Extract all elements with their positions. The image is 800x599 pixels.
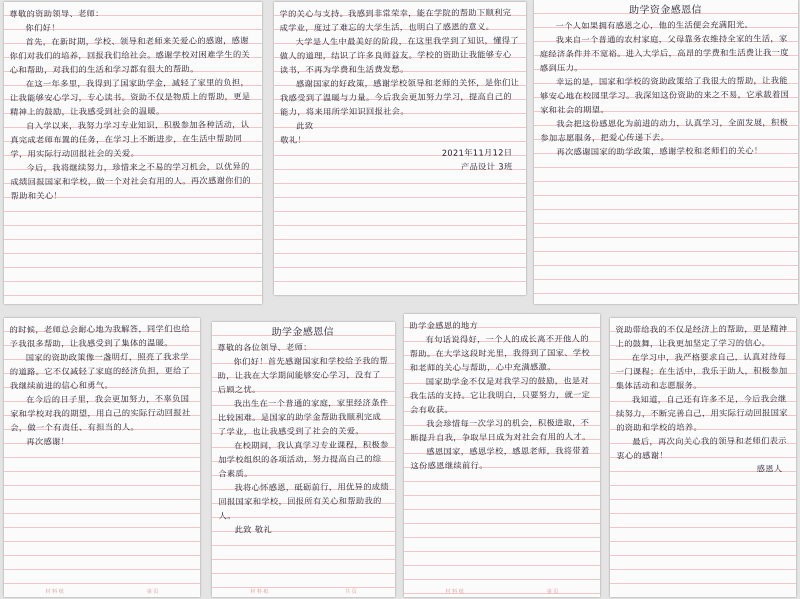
paragraph: 今后，我将继续努力，珍惜来之不易的学习机会，以优异的成绩回报国家和学校，做一个对社会有用的人。再次感谢你们的帮助和关心！: [10, 161, 252, 201]
paragraph: 在今后的日子里，我会更加努力，不辜负国家和学校对我的期望，用自己的实际行动回报社会，做一个有责任、有担当的人。: [10, 393, 191, 433]
paragraph: 的时候，老师总会耐心地为我解答，同学们也给予我很多帮助，让我感受到了集体的温暖。: [9, 323, 190, 349]
letter-text: [615, 321, 790, 476]
closing: 此致 敬礼: [234, 524, 273, 535]
paragraph: 一个人如果拥有感恩之心，他的生活便会充满阳光。: [555, 19, 754, 31]
letter-signature: 产品设计 3班: [460, 161, 513, 172]
paragraph: 最后，再次向关心我的领导和老师们表示衷心的感谢！: [616, 435, 787, 461]
letter-sheet-2: [274, 2, 526, 295]
paragraph: 感恩国家，感恩学校，感恩老师，我将带着这份感恩继续前行。: [410, 445, 590, 471]
paragraph: 我会把这份感恩化为前进的动力，认真学习，全面发展，积极参加志愿服务，把爱心传递下去。: [540, 117, 789, 143]
paragraph: 我将心怀感恩，砥砺前行，用优异的成绩回报国家和学校，回报所有关心和帮助我的人。: [218, 481, 390, 521]
paragraph: 我出生在一个普通的家庭，家里经济条件比较困难。是国家的助学金帮助我顺利完成了学业，也让我感受到了社会的关爱。: [217, 397, 389, 437]
salutation: 尊敬的各位领导、老师：: [217, 341, 312, 353]
letter-text: [217, 325, 389, 536]
paragraph: 国家助学金不仅是对我学习的鼓励，也是对我生活的支持。它让我明白，只要努力，就一定会有收获。: [409, 375, 591, 415]
letter-sheet-5: [212, 322, 395, 597]
letter-title: 助学金感恩信: [271, 326, 335, 339]
paragraph: 在学习中，我严格要求自己，认真对待每一门课程；在生活中，我乐于助人，积极参加集体活动和志愿服务。: [615, 351, 788, 391]
letter-text: [409, 317, 594, 472]
letter-signature: 感恩人: [756, 463, 783, 474]
paragraph: 首先，在新时期，学校、领导和老师来关爱心的感谢，感谢你们对我们的培养，回报我们给社会。感谢学校对困难学生的关心和帮助，对我们的生活和学习都有很大的帮助。: [9, 35, 251, 75]
greeting: 你们好！: [25, 22, 60, 33]
paragraph: 自入学以来，我努力学习专业知识，积极参加各种活动，认真完成老师布置的任务，在学习上不断进步，在生活中帮助同学，用实际行动回报社会的关爱。: [10, 119, 250, 159]
letter-text: [9, 5, 256, 203]
footer-mark: 材 料 纸: [250, 589, 269, 595]
paragraph: 我会珍惜每一次学习的机会，积极进取，不断提升自我，争取早日成为对社会有用的人才。: [410, 417, 591, 443]
footer-mark: 第 页: [546, 589, 559, 595]
footer-mark: 材 料 纸: [445, 589, 464, 595]
paragraph: 幸运的是，国家和学校的资助政策给了我很大的帮助，让我能够安心地在校园里学习。我深知这份资助的来之不易，它承载着国家和社会的期望。: [540, 75, 790, 115]
letter-sheet-7: [610, 318, 796, 597]
paragraph: 国家的资助政策像一盏明灯，照亮了我求学的道路。它不仅减轻了家庭的经济负担，更给了我继续前进的信心和勇气。: [9, 351, 191, 391]
closing-salute: 敬礼！: [280, 134, 307, 145]
paragraph: 感谢国家的好政策，感谢学校领导和老师的关怀，是你们让我感受到了温暖与力量。今后我会更加努力学习，提高自己的能力，将来用所学知识回报社会。: [280, 77, 520, 117]
letter-text: [279, 5, 520, 175]
paragraph: 你们好！首先感谢国家和学校给予我的帮助，让我在大学期间能够安心学习，没有了后顾之忧。: [217, 355, 389, 395]
closing: 此致: [296, 120, 314, 131]
sheet-footer: [212, 588, 395, 595]
letter-sheet-1: [4, 2, 262, 304]
letter-sheet-3: [534, 0, 798, 304]
salutation: 尊敬的资助领导、老师：: [9, 8, 104, 19]
letter-text: [10, 321, 195, 448]
footer-mark: 共 页: [345, 589, 357, 595]
letter-sheet-6: [404, 314, 600, 597]
paragraph: 在校期间，我认真学习专业课程，积极参加学校组织的各项活动，努力提高自己的综合素质。: [218, 439, 389, 479]
sheet-footer: [404, 588, 600, 595]
letter-date: 2021年11月12日: [441, 147, 513, 158]
letter-sheet-4: [4, 318, 200, 597]
paragraph: 大学是人生中最美好的阶段，在这里我学到了知识，懂得了做人的道理，结识了许多良师益友。学校的资助让我能够专心读书，不再为学费和生活费发愁。: [279, 35, 519, 75]
paragraph: 我来自一个普通的农村家庭，父母靠务农维持全家的生活，家庭经济条件并不宽裕。进入大学后，高昂的学费和生活费让我一度感到压力。: [539, 33, 789, 73]
paragraph: 在这一年多里，我得到了国家助学金，减轻了家里的负担，让我能够安心学习，专心读书。资助不仅是物质上的帮助，更是精神上的鼓励，让我感受到社会的温暖。: [9, 77, 251, 117]
paragraph: 有句话说得好，一个人的成长离不开他人的帮助。在大学这段时光里，我得到了国家、学校和老师的关心与帮助，心中充满感激。: [409, 333, 591, 373]
paragraph: 我知道，自己还有许多不足，今后我会继续努力，不断完善自己，用实际行动回报国家的资助和学校的培养。: [616, 393, 788, 433]
sheet-footer: [4, 588, 200, 595]
footer-mark: 第 页: [146, 589, 159, 595]
letter-title: 助学金感恩的地方: [409, 320, 479, 331]
closing: 再次感谢！: [26, 436, 70, 447]
footer-mark: 材 料 纸: [45, 589, 64, 595]
letter-title: 助学资金感恩信: [629, 4, 702, 17]
letter-text: [539, 3, 792, 159]
paragraph: 学的关心与支持。我感到非常荣幸，能在学院的帮助下顺利完成学业，度过了难忘的大学生活，也明白了感恩的意义。: [279, 7, 512, 33]
paragraph: 再次感谢国家的助学政策，感谢学校和老师们的关心！: [556, 145, 763, 157]
paragraph: 资助带给我的不仅是经济上的帮助，更是精神上的鼓舞，让我更加坚定了学习的信心。: [615, 323, 788, 349]
